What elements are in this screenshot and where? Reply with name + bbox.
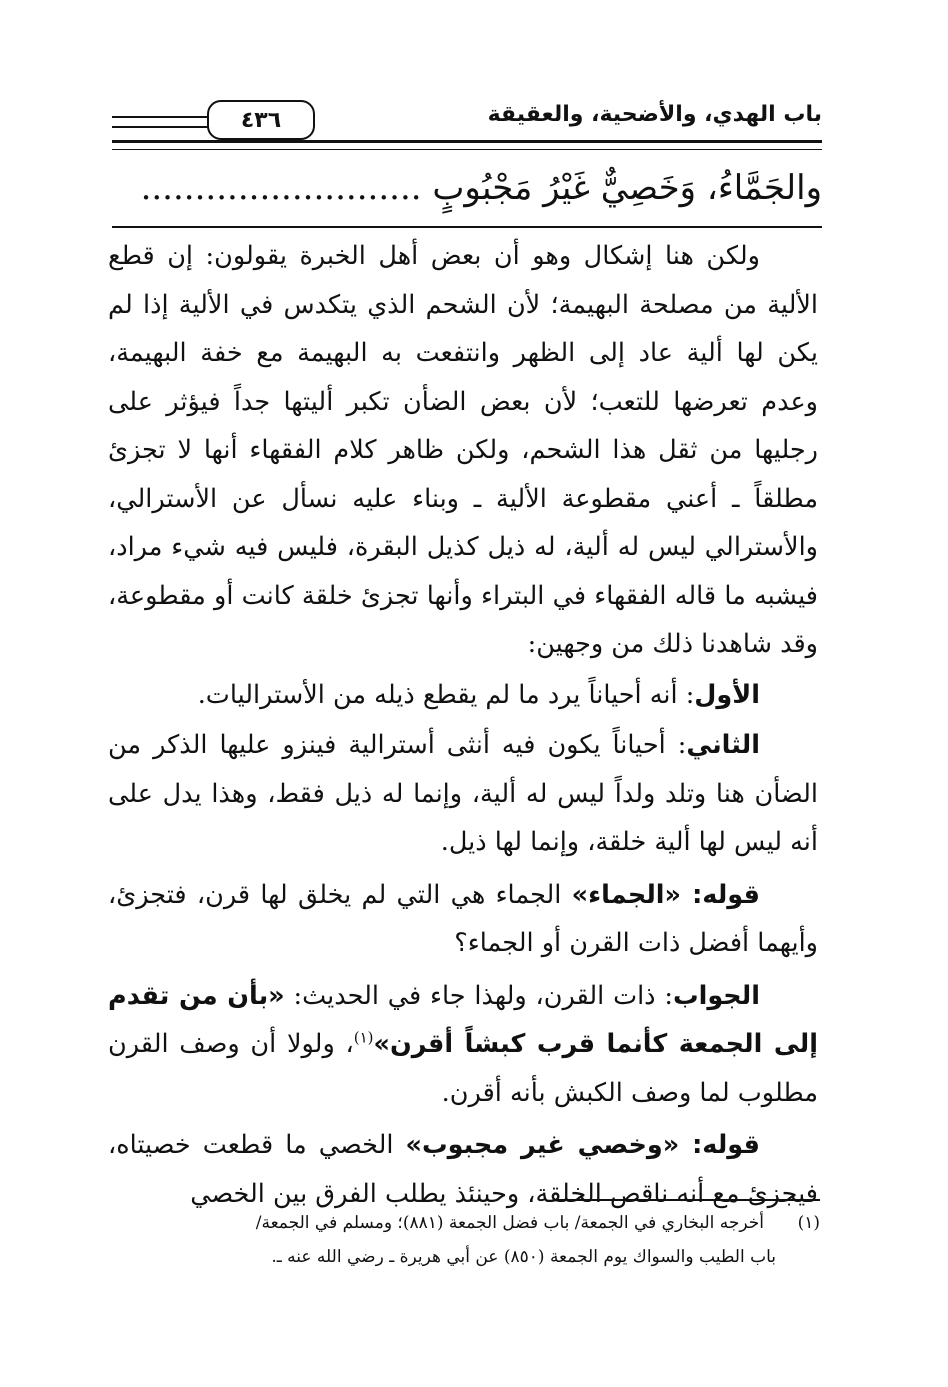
- qawluh-jamma-label: قوله: «الجماء»: [571, 879, 760, 910]
- second-label: الثاني: [686, 730, 760, 760]
- footnote-line-1: [120, 1206, 820, 1240]
- paragraph-answer: [108, 972, 818, 1118]
- qawluh-khasi-label: قوله: «وخصي غير مجبوب»: [405, 1130, 760, 1160]
- page-header: [112, 98, 822, 148]
- second-text: : أحياناً يكون فيه أنثى أسترالية فينزو عليها الذكر من الضأن هنا وتلد ولداً ليس له ألية، وإنما له ذيل فقط، وهذا يدل على أنه ليس لها ألية خلقة، وإنما لها ذيل.: [108, 730, 818, 857]
- chapter-title: باب الهدي، والأضحية، والعقيقة: [487, 102, 822, 127]
- qawluh-jamma-text: الجماء هي التي لم يخلق لها قرن، فتجزئ، وأيهما أفضل ذات القرن أو الجماء؟: [108, 879, 818, 958]
- body-text: [108, 232, 818, 1218]
- page-number: ٤٣٦: [207, 100, 315, 140]
- header-rule: [112, 140, 822, 150]
- paragraph-second: [108, 721, 818, 867]
- paragraph-first: [108, 671, 818, 720]
- footnote-reference[interactable]: (١): [353, 1028, 374, 1047]
- first-text: : أنه أحياناً يرد ما لم يقطع ذيله من الأستراليات.: [197, 679, 695, 710]
- header-double-line: [112, 116, 209, 128]
- paragraph-qawluh-jamma: [108, 871, 818, 968]
- answer-label: الجواب: [672, 980, 760, 1011]
- matn-rule: [112, 226, 822, 228]
- paragraph-intro: ولكن هنا إشكال وهو أن بعض أهل الخبرة يقولون: إن قطع الألية من مصلحة البهيمة؛ لأن الشحم الذي يتكدس في الألية إذا لم يكن لها ألية عاد إلى الظهر وانتفعت به البهيمة مع خفة البهيمة، وعدم تعرضها للتعب؛ لأن بعض الضأن تكبر أليتها جداً فيؤثر على رجليها من ثقل هذا الشحم، ولكن ظاهر كلام الفقهاء أنها لا تجزئ مطلقاً ـ أعني مقطوعة الألية ـ وبناء عليه نسأل عن الأسترالي، والأسترالي ليس له ألية، له ذيل كذيل البقرة، فليس فيه شيء مراد، فيشبه ما قاله الفقهاء في البتراء وأنها تجزئ خلقة كانت أو مقطوعة، وقد شاهدنا ذلك من وجهين:: [108, 241, 818, 659]
- footnote-rule: [558, 1199, 820, 1201]
- qawluh-khasi-text: الخصي ما قطعت خصيتاه، فيجزئ مع أنه ناقص الخلقة، وحينئذ يطلب الفرق بين الخصي: [108, 1130, 818, 1209]
- hadith-quote: «بأن من تقدم إلى الجمعة كأنما قرب كبشاً أقرن»: [108, 980, 818, 1059]
- footnote-text-1: أخرجه البخاري في الجمعة/ باب فضل الجمعة (٨٨١)؛ ومسلم في الجمعة/: [255, 1213, 764, 1233]
- answer-text-after: ، ولولا أن وصف القرن مطلوب لما وصف الكبش بأنه أقرن.: [108, 1029, 818, 1108]
- footnote-line-2: باب الطيب والسواك يوم الجمعة (٨٥٠) عن أبي هريرة ـ رضي الله عنه ـ.: [271, 1247, 776, 1267]
- matn-text: والجَمَّاءُ، وَخَصِيٌّ غَيْرُ مَجْبُوبٍ ..........................: [140, 168, 822, 208]
- footnote: [120, 1206, 820, 1274]
- answer-text-before: : ذات القرن، ولهذا جاء في الحديث:: [284, 980, 673, 1011]
- footnote-number: (١): [797, 1213, 820, 1233]
- paragraph-qawluh-khasi: [108, 1121, 818, 1218]
- first-label: الأول: [694, 679, 760, 710]
